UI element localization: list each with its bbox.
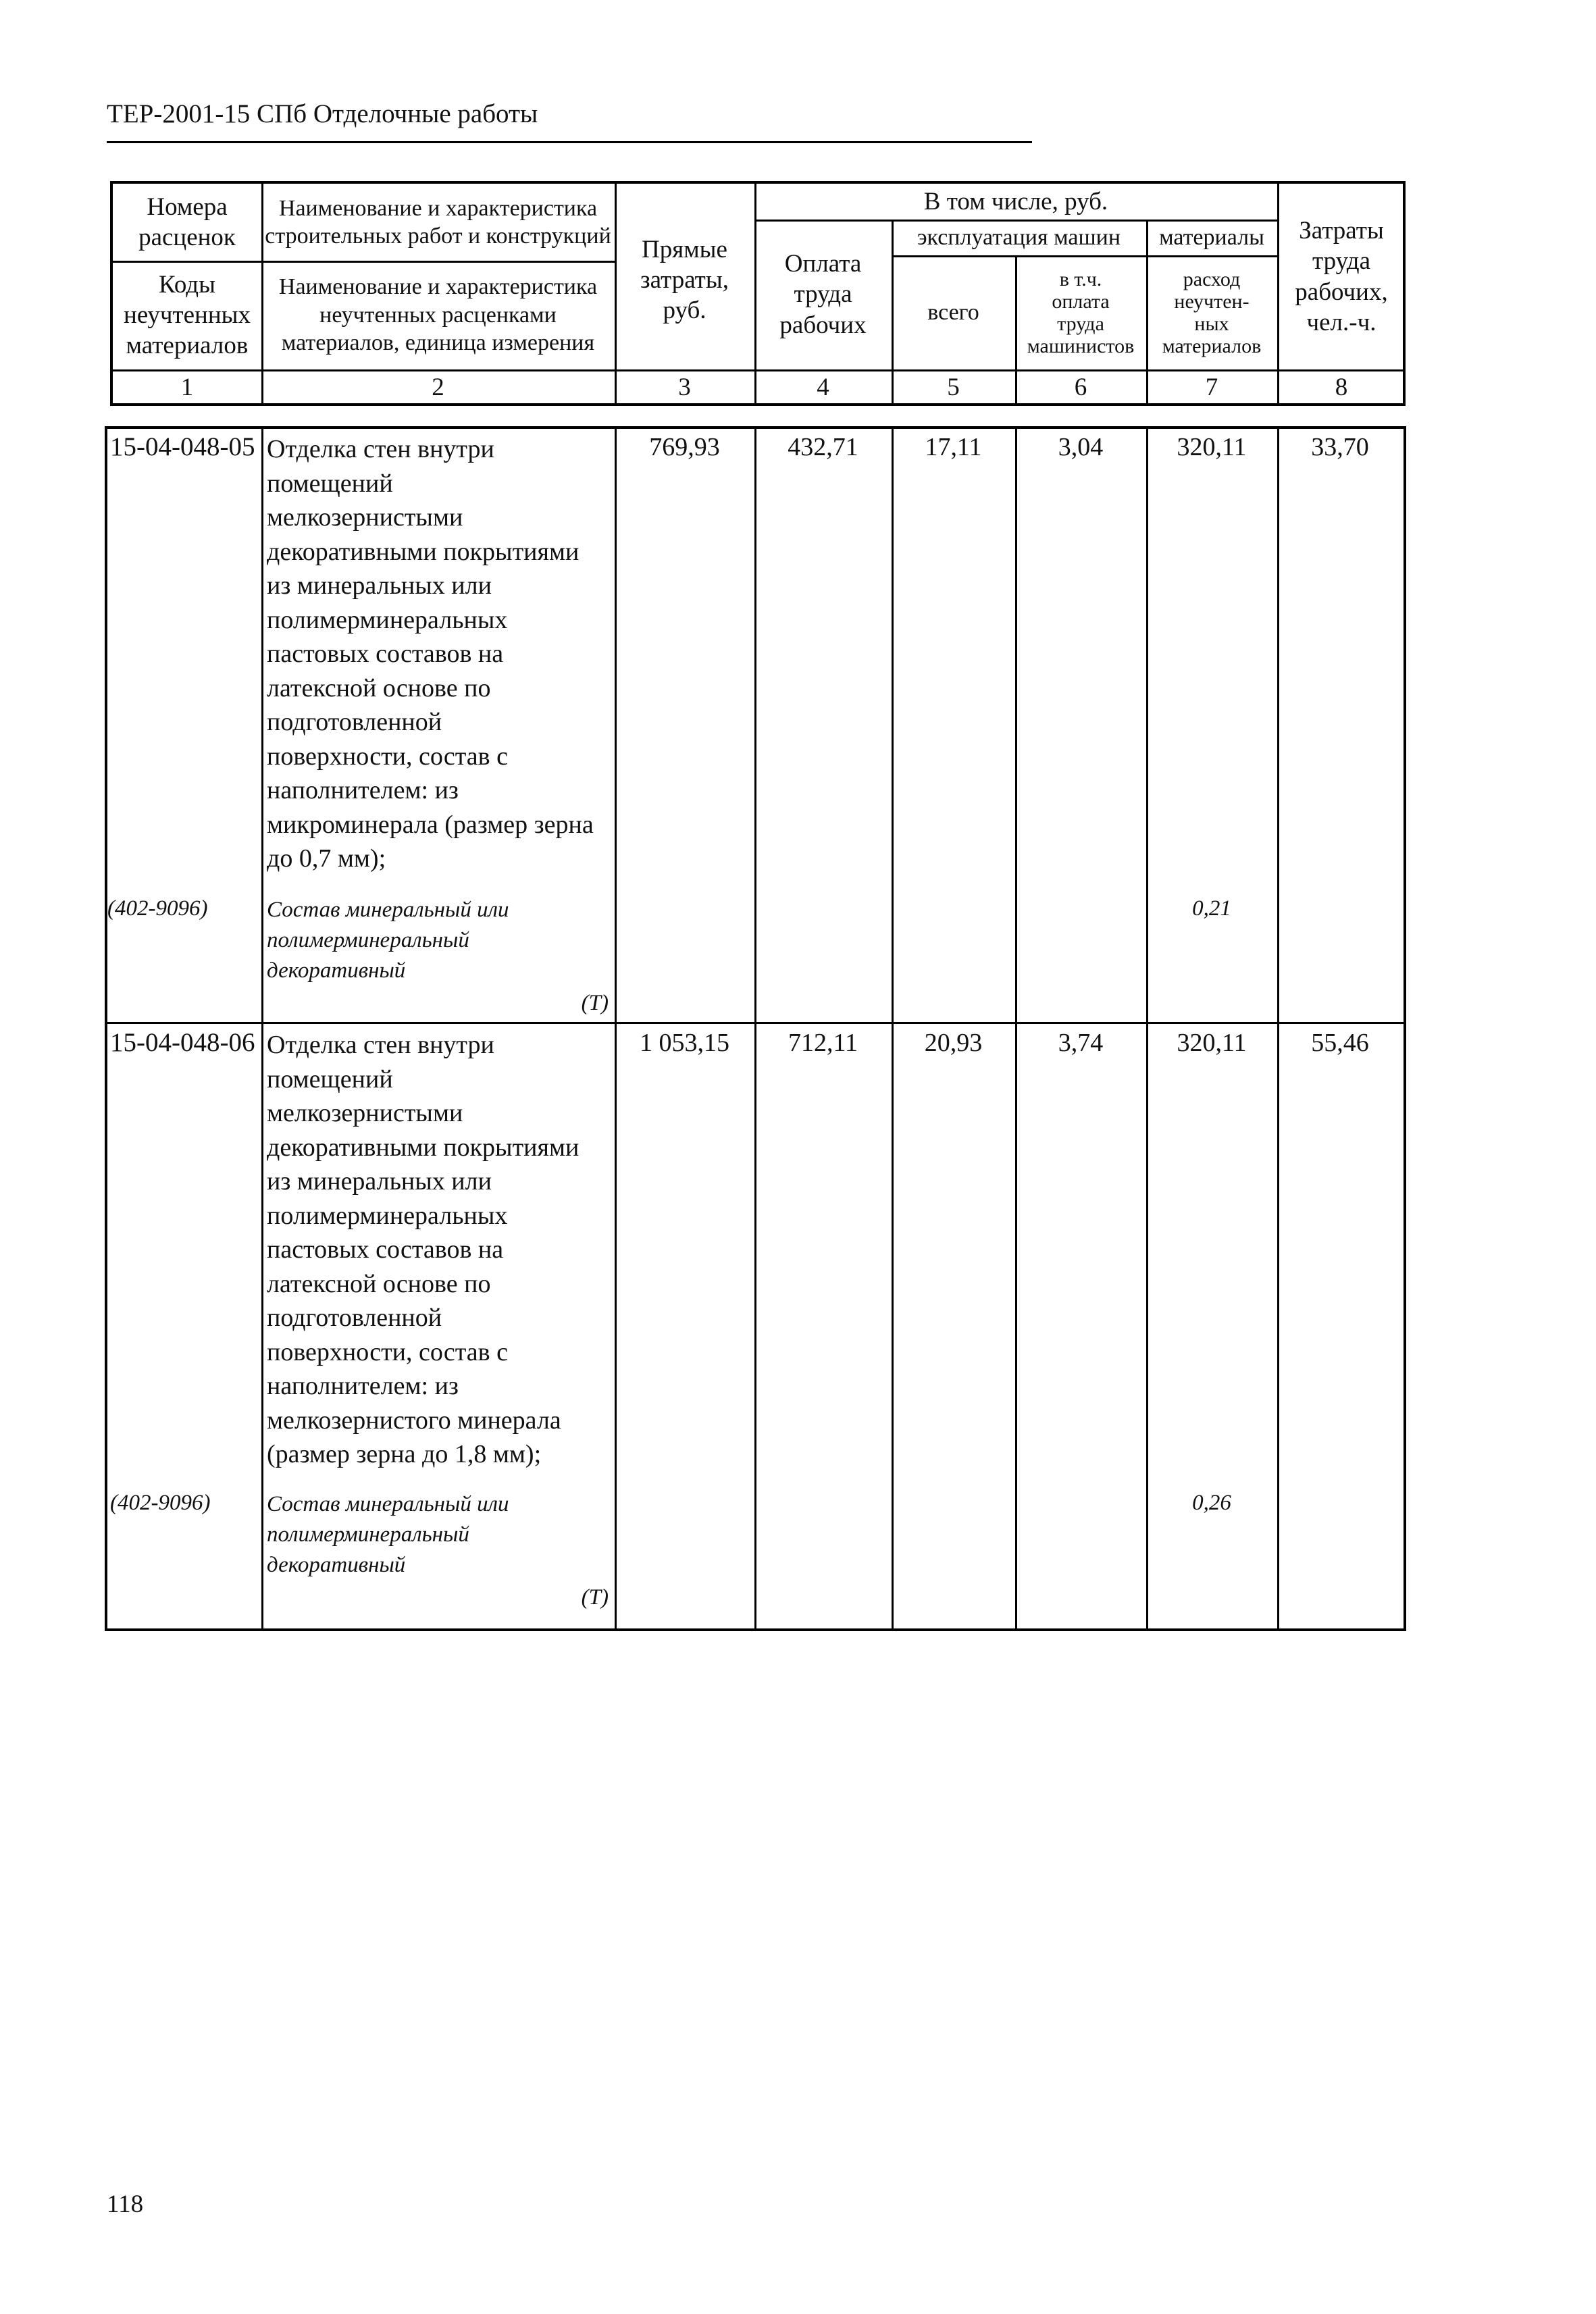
col2-header-top: Наименование и характеристика строительных работ и конструкций	[265, 195, 611, 249]
col-number: 4	[817, 374, 829, 402]
machines-total: 20,93	[924, 1029, 983, 1057]
material-name: Состав минеральный или полимерминеральный декоративный	[267, 1492, 509, 1577]
page-title: ТЕР-2001-15 СПб Отделочные работы	[107, 99, 538, 128]
labor-hours: 55,46	[1311, 1029, 1369, 1057]
rate-code: 15-04-048-05	[110, 432, 255, 461]
group-header-in-total: В том числе, руб.	[923, 187, 1108, 215]
materials-header: материалы	[1159, 224, 1264, 250]
title-rule	[107, 141, 1032, 143]
materials-cost: 320,11	[1177, 1029, 1247, 1057]
col-number: 2	[432, 374, 444, 402]
col-number: 3	[678, 374, 691, 402]
col2-header-bottom: Наименование и характеристика неучтенных расценками материалов, единица измерения	[278, 274, 598, 356]
materials-cost: 320,11	[1177, 433, 1247, 461]
col5-header: всего	[927, 299, 979, 325]
material-name: Состав минеральный или полимерминеральный декоративный	[267, 898, 509, 983]
rate-description: Отделка стен внутри помещений мелкозернистыми декоративными покрытиями из минеральных или полимерминеральных пастовых составов на латексной основе по подготовленной поверхности, состав с наполнителем: из мелкозернистого минерала (размер зерна до 1,8 мм);	[267, 1031, 580, 1468]
material-unit: (Т)	[581, 991, 609, 1015]
col4-header: Оплата труда рабочих	[779, 250, 867, 339]
rate-code: 15-04-048-06	[110, 1028, 255, 1057]
labor-pay: 712,11	[788, 1029, 858, 1057]
labor-pay: 432,71	[788, 433, 858, 461]
row-divider	[107, 1022, 1404, 1024]
col-number: 6	[1074, 374, 1087, 402]
table-header	[110, 181, 1406, 406]
material-code: (402-9096)	[107, 896, 208, 921]
direct-costs: 769,93	[649, 433, 720, 461]
col1-header-bottom: Коды неучтенных материалов	[124, 270, 251, 360]
material-code: (402-9096)	[110, 1491, 211, 1515]
col-number: 5	[947, 374, 960, 402]
col6-header: в т.ч. оплата труда машинистов	[1027, 267, 1135, 357]
page-number: 118	[107, 2190, 144, 2218]
col-number: 1	[180, 374, 194, 402]
col7-header: расход неучтен- ных материалов	[1162, 267, 1262, 357]
col1-header-top: Номера расценок	[138, 192, 236, 251]
machinists-pay: 3,04	[1058, 433, 1104, 461]
machines-header: эксплуатация машин	[917, 224, 1121, 250]
col8-header: Затраты труда рабочих, чел.-ч.	[1295, 217, 1388, 336]
rates-table	[105, 426, 1406, 1631]
col3-header: Прямые затраты, руб.	[640, 235, 729, 325]
col-divider	[261, 429, 263, 1628]
labor-hours: 33,70	[1311, 433, 1369, 461]
direct-costs: 1 053,15	[640, 1029, 729, 1057]
col-number: 8	[1335, 374, 1348, 402]
material-unit: (Т)	[581, 1585, 609, 1610]
rate-description: Отделка стен внутри помещений мелкозернистыми декоративными покрытиями из минеральных или полимерминеральных пастовых составов на латексной основе по подготовленной поверхности, состав с наполнителем: из микроминерала (размер зерна до 0,7 мм);	[267, 435, 594, 873]
machines-total: 17,11	[925, 433, 982, 461]
material-consumption: 0,26	[1192, 1491, 1231, 1515]
col-number: 7	[1205, 374, 1218, 402]
machinists-pay: 3,74	[1058, 1029, 1104, 1057]
material-consumption: 0,21	[1192, 896, 1231, 921]
